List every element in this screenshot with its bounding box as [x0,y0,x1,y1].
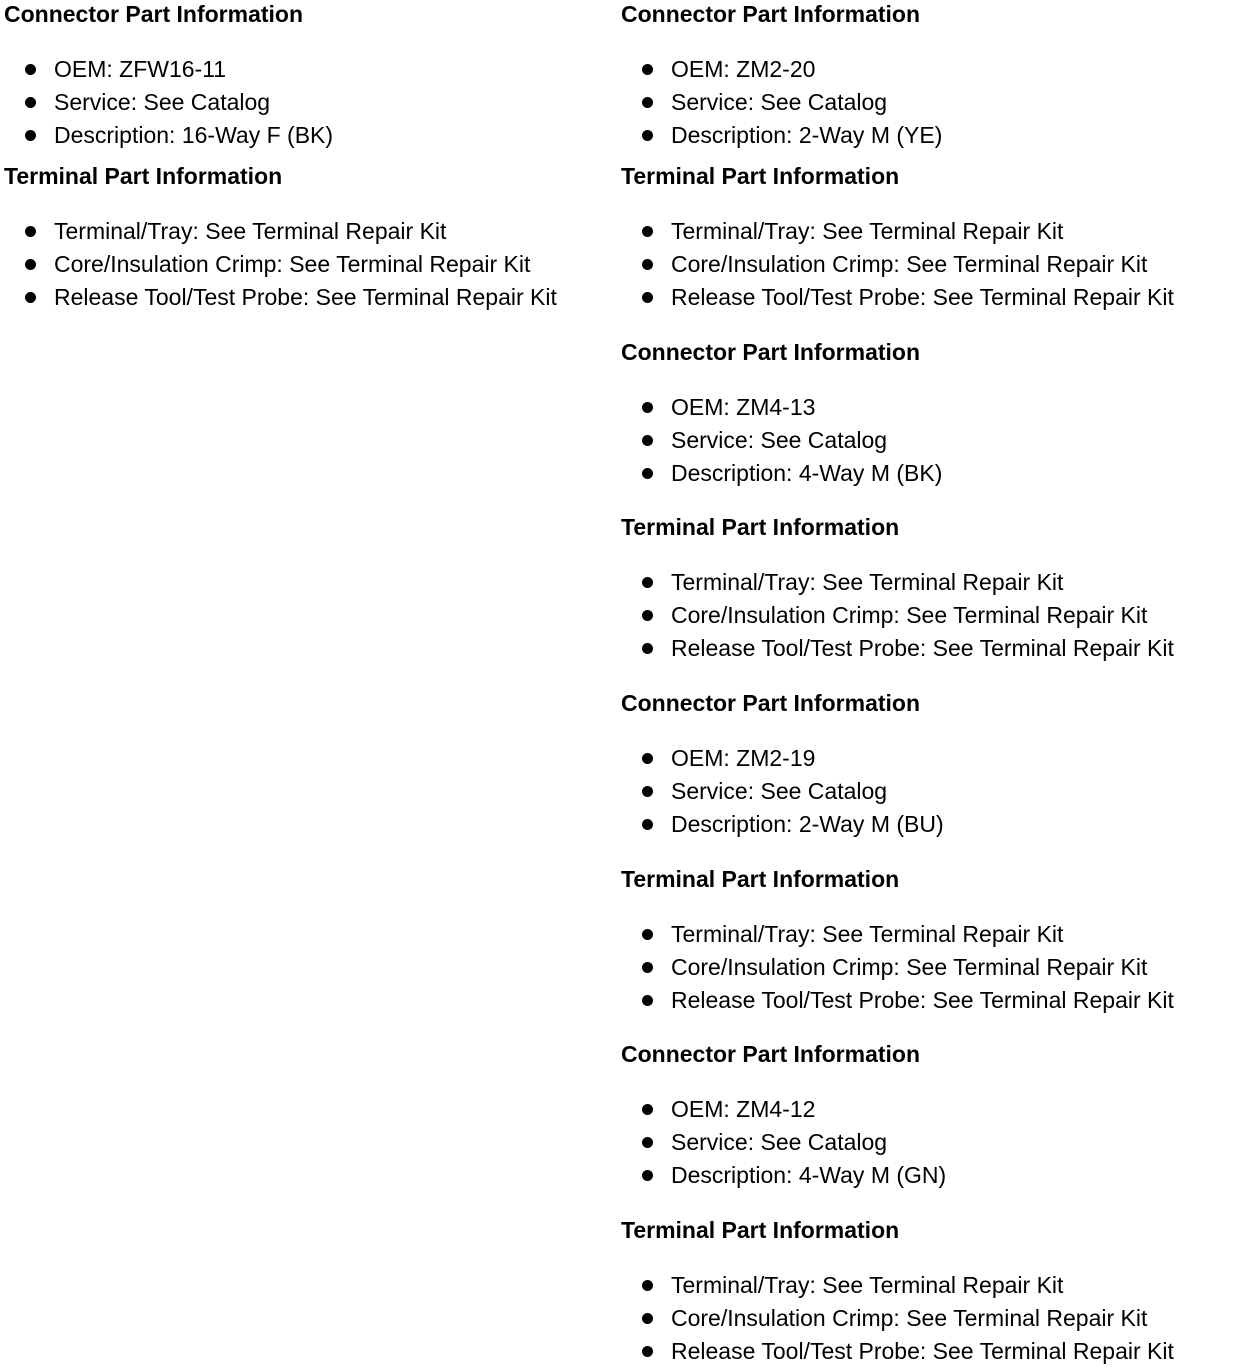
connector-part-information-section [4,0,333,152]
list-item [4,53,333,86]
bullet-icon [642,1280,653,1291]
connector-part-information-section [621,689,944,841]
bullet-icon [642,226,653,237]
bullet-icon [642,468,653,479]
list-item [621,391,942,424]
bullet-icon [25,64,36,75]
bullet-icon [642,819,653,830]
list-item-text: Description: 2-Way M (YE) [671,122,943,148]
list-item-text: Service: See Catalog [671,427,888,453]
bullet-icon [642,577,653,588]
list-item [621,1093,946,1126]
connector-part-information-list [621,53,942,152]
list-item-text: Release Tool/Test Probe: See Terminal Repair Kit [54,284,557,310]
list-item [621,424,942,457]
bullet-icon [642,402,653,413]
terminal-part-information-section [621,1216,1174,1368]
bullet-icon [642,130,653,141]
terminal-part-information-list [621,918,1174,1017]
bullet-icon [25,259,36,270]
list-item [621,457,942,490]
list-item [621,248,1174,281]
list-item-text: Terminal/Tray: See Terminal Repair Kit [54,218,447,244]
list-item-text: Release Tool/Test Probe: See Terminal Repair Kit [671,635,1174,661]
list-item-text: Service: See Catalog [671,89,888,115]
list-item-text: Terminal/Tray: See Terminal Repair Kit [671,569,1064,595]
list-item-text: Release Tool/Test Probe: See Terminal Repair Kit [671,987,1174,1013]
bullet-icon [642,1313,653,1324]
list-item [4,215,557,248]
list-item [621,808,944,841]
list-item [621,918,1174,951]
list-item [4,281,557,314]
connector-part-information-list [621,391,942,490]
list-item [621,53,942,86]
list-item [621,742,944,775]
connector-part-information-heading: Connector Part Information [621,339,921,365]
terminal-part-information-section [4,162,557,314]
connector-part-information-heading: Connector Part Information [621,1,921,27]
list-item-text: Release Tool/Test Probe: See Terminal Repair Kit [671,1338,1174,1364]
terminal-part-information-list [621,215,1174,314]
bullet-icon [25,97,36,108]
bullet-icon [642,97,653,108]
list-item [621,1302,1174,1335]
terminal-part-information-heading: Terminal Part Information [4,163,283,189]
connector-part-information-heading: Connector Part Information [621,1041,921,1067]
connector-part-information-list [621,1093,946,1192]
terminal-part-information-list [621,566,1174,665]
list-item [621,1126,946,1159]
connector-part-information-heading: Connector Part Information [4,1,304,27]
list-item-text: Core/Insulation Crimp: See Terminal Repair Kit [671,1305,1148,1331]
terminal-part-information-heading: Terminal Part Information [621,1217,900,1243]
bullet-icon [25,292,36,303]
bullet-icon [642,1104,653,1115]
list-item [621,566,1174,599]
list-item-text: Terminal/Tray: See Terminal Repair Kit [671,1272,1064,1298]
list-item [621,984,1174,1017]
bullet-icon [642,292,653,303]
bullet-icon [25,226,36,237]
list-item [621,951,1174,984]
list-item-text: Service: See Catalog [671,778,888,804]
bullet-icon [642,259,653,270]
list-item-text: Service: See Catalog [671,1129,888,1155]
terminal-part-information-heading: Terminal Part Information [621,866,900,892]
terminal-part-information-list [4,215,557,314]
list-item-text: OEM: ZFW16-11 [54,56,227,82]
bullet-icon [642,1170,653,1181]
terminal-part-information-heading: Terminal Part Information [621,514,900,540]
connector-part-information-heading: Connector Part Information [621,690,921,716]
list-item-text: Service: See Catalog [54,89,271,115]
connector-part-information-list [4,53,333,152]
terminal-part-information-section [621,865,1174,1017]
list-item-text: OEM: ZM4-13 [671,394,816,420]
list-item-text: OEM: ZM4-12 [671,1096,816,1122]
list-item-text: Core/Insulation Crimp: See Terminal Repair Kit [54,251,531,277]
bullet-icon [642,962,653,973]
bullet-icon [25,130,36,141]
bullet-icon [642,929,653,940]
list-item-text: Description: 4-Way M (GN) [671,1162,947,1188]
list-item-text: Core/Insulation Crimp: See Terminal Repair Kit [671,251,1148,277]
terminal-part-information-section [621,162,1174,314]
connector-part-information-section [621,1040,946,1192]
bullet-icon [642,1137,653,1148]
list-item-text: OEM: ZM2-19 [671,745,816,771]
list-item [621,632,1174,665]
list-item-text: Description: 2-Way M (BU) [671,811,944,837]
list-item-text: OEM: ZM2-20 [671,56,816,82]
list-item [4,86,333,119]
bullet-icon [642,786,653,797]
list-item-text: Terminal/Tray: See Terminal Repair Kit [671,921,1064,947]
connector-part-information-list [621,742,944,841]
list-item-text: Description: 16-Way F (BK) [54,122,334,148]
connector-part-information-section [621,338,942,490]
bullet-icon [642,435,653,446]
list-item [621,599,1174,632]
list-item-text: Core/Insulation Crimp: See Terminal Repair Kit [671,954,1148,980]
list-item [621,215,1174,248]
bullet-icon [642,64,653,75]
bullet-icon [642,995,653,1006]
list-item-text: Terminal/Tray: See Terminal Repair Kit [671,218,1064,244]
list-item [621,281,1174,314]
terminal-part-information-section [621,513,1174,665]
bullet-icon [642,753,653,764]
list-item [621,119,942,152]
list-item [621,86,942,119]
terminal-part-information-list [621,1269,1174,1368]
list-item [621,775,944,808]
list-item [4,119,333,152]
list-item-text: Core/Insulation Crimp: See Terminal Repair Kit [671,602,1148,628]
list-item-text: Description: 4-Way M (BK) [671,460,943,486]
list-item [621,1335,1174,1368]
bullet-icon [642,1346,653,1357]
list-item-text: Release Tool/Test Probe: See Terminal Repair Kit [671,284,1174,310]
list-item [621,1159,946,1192]
list-item [4,248,557,281]
bullet-icon [642,643,653,654]
bullet-icon [642,610,653,621]
list-item [621,1269,1174,1302]
terminal-part-information-heading: Terminal Part Information [621,163,900,189]
connector-part-information-section [621,0,942,152]
